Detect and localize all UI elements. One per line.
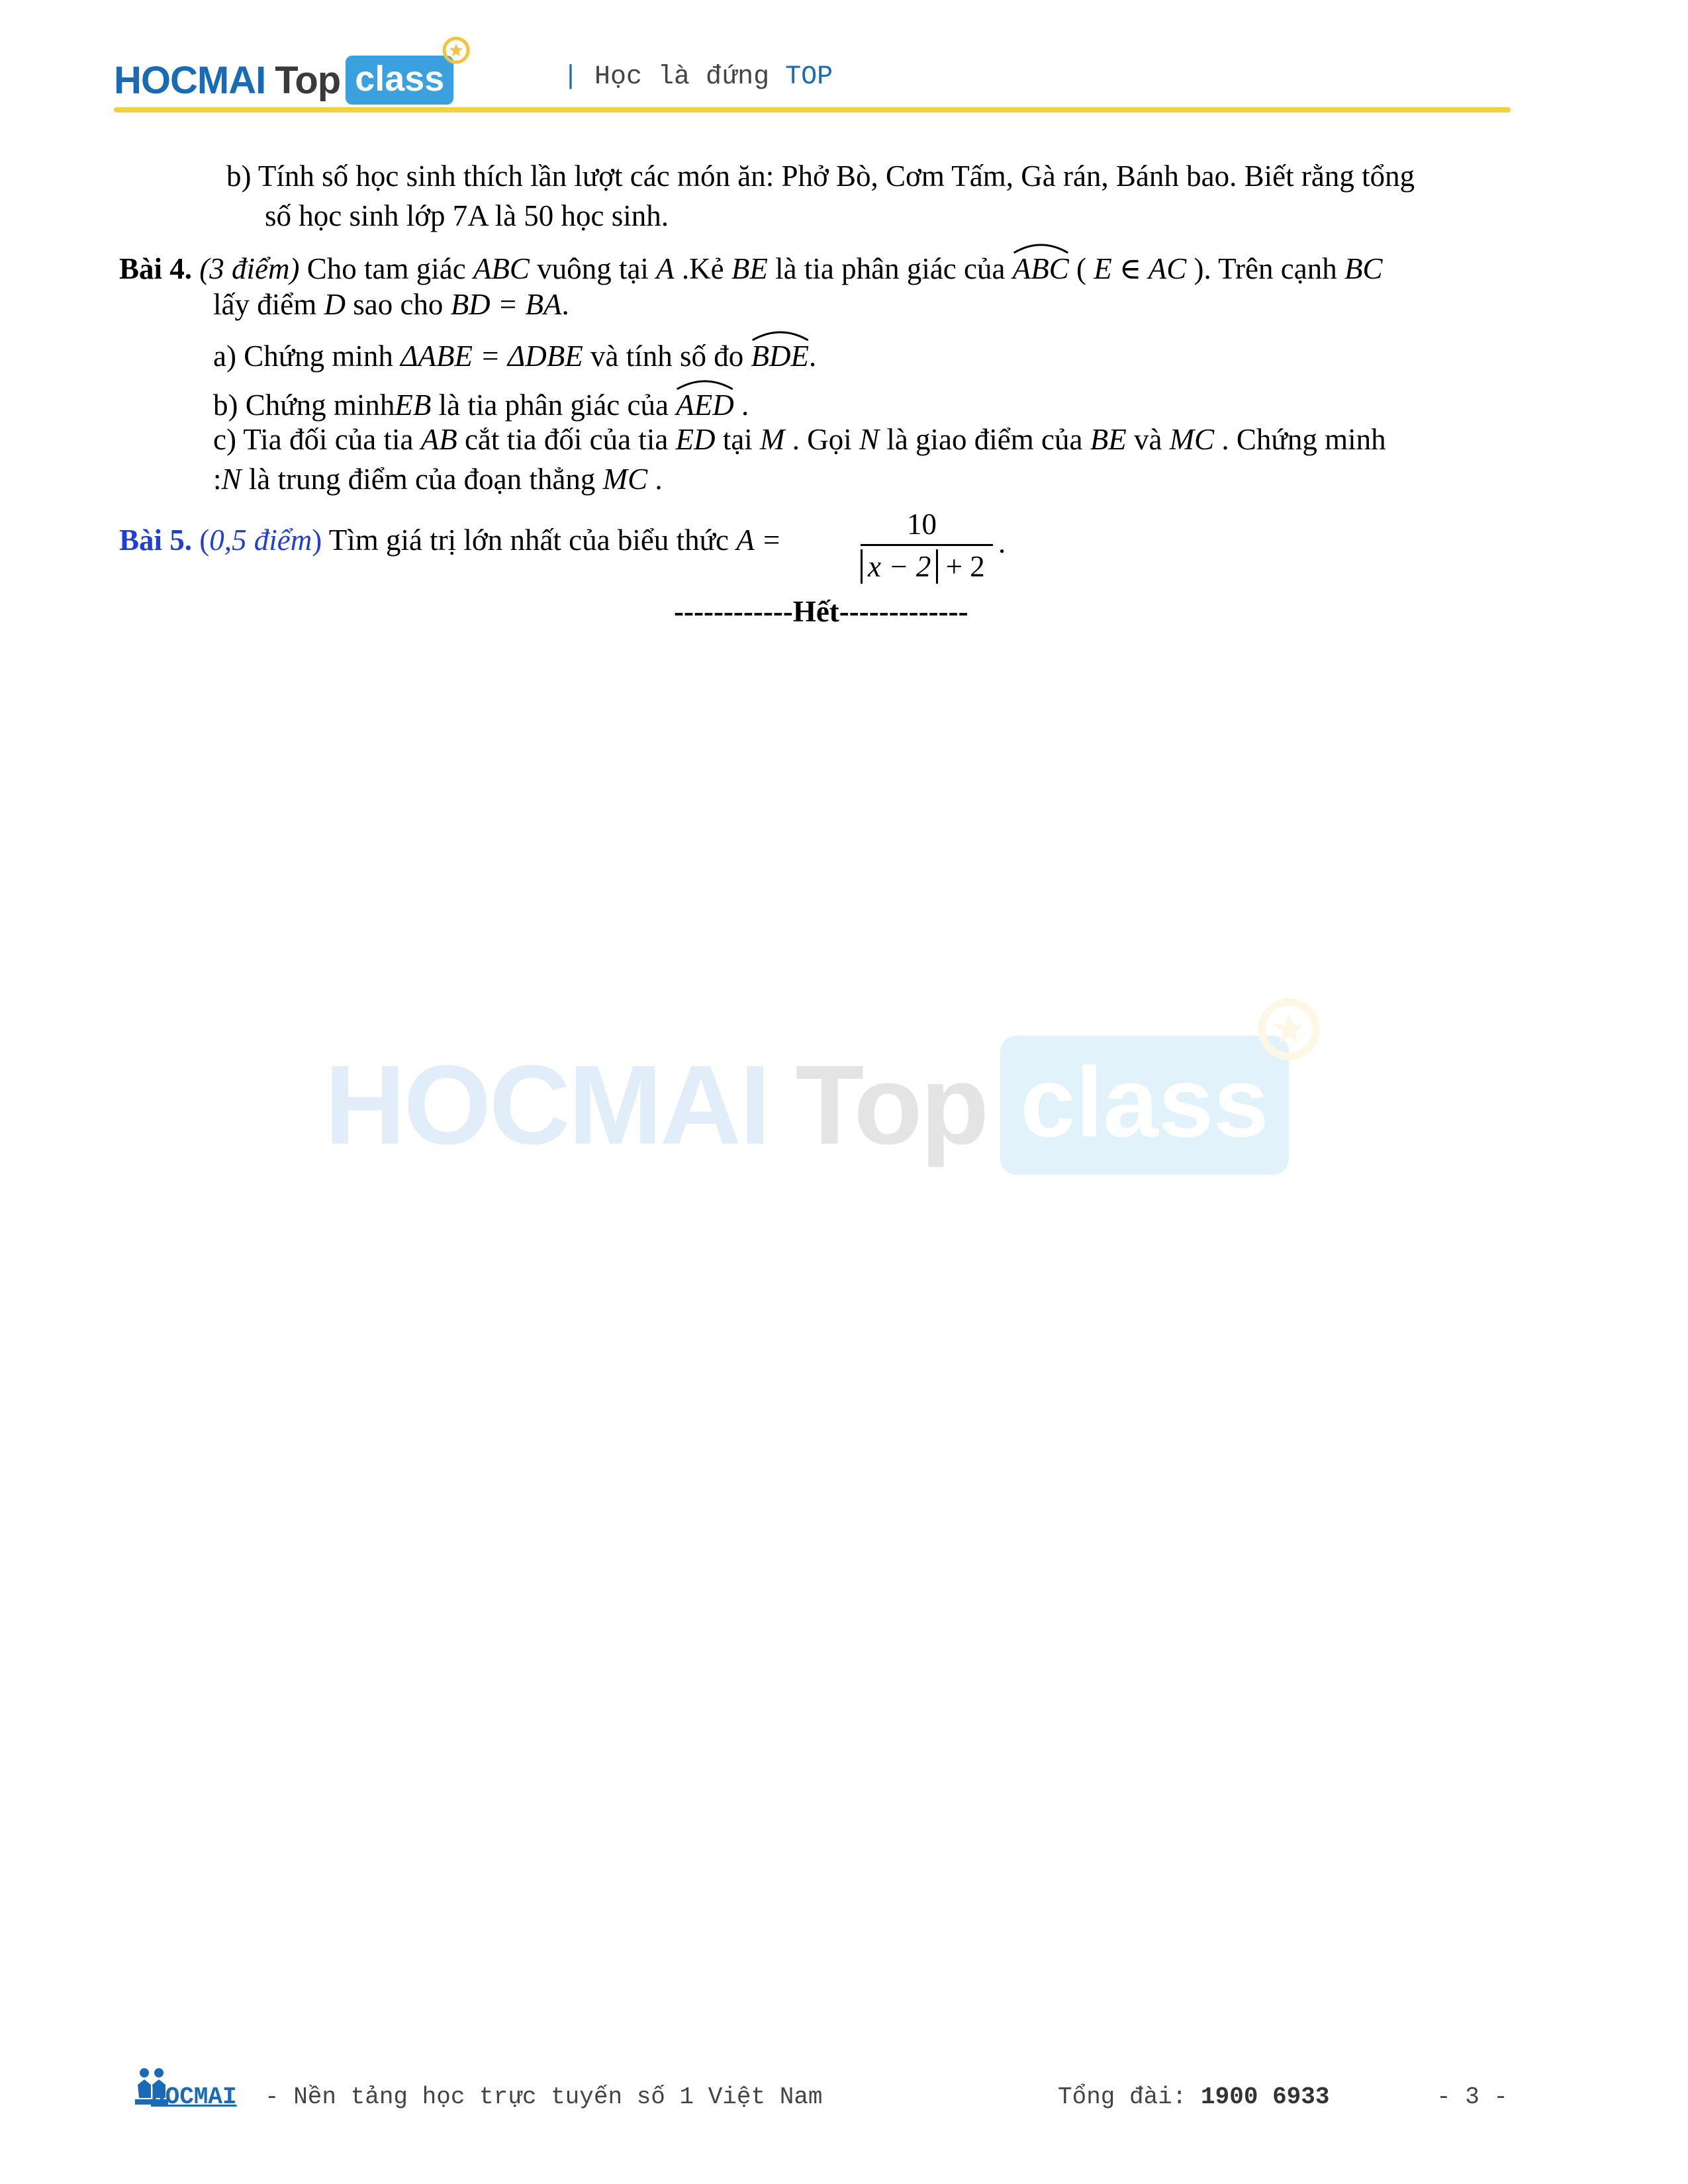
part-a-text: a) Chứng minh [213,340,393,373]
bai3b-text-end: học sinh. [561,199,669,232]
watermark-star-icon [1256,996,1322,1062]
bai4-part-c-line1 [213,420,1386,459]
watermark-class-badge [1000,1036,1288,1175]
angle-abc [1013,245,1069,289]
bai3b-line1: b) Tính số học sinh thích lần lượt các món ăn: Phở Bò, Cơm Tấm, Gà rán, Bánh bao. Biết rằng tổng [226,159,1415,193]
math-bc: BC [1344,252,1383,285]
logo-class-badge [346,56,453,105]
bai4-part-b [213,381,749,425]
bai5-points-paren: ) [312,523,322,557]
math-mc: MC [602,463,648,496]
angle-aed-text: AED [676,388,734,422]
part-c-text: . [655,463,663,496]
bai4-text: sao cho [353,288,444,321]
footer-hotline [1058,2083,1329,2111]
part-c-text: . Gọi [792,423,852,456]
math-abc: ABC [473,252,530,285]
math-a-eq: A = [736,523,782,557]
bai5-points-paren: ( [199,523,210,557]
part-c-text: : [213,463,222,496]
angle-bde-text: BDE [751,340,809,373]
bai4-text: .Kẻ [681,252,724,285]
footer-description: - Nền tảng học trực tuyến số 1 Việt Nam [265,2083,823,2111]
hocmai-topclass-logo [114,50,453,110]
watermark-top: Top [795,1042,988,1168]
bai3b-line2 [265,196,669,236]
math-e-in-ac: E ∈ AC [1094,252,1187,285]
tagline-text: Học là đứng [594,62,770,92]
bai4-line1 [119,245,1382,289]
part-b-text: là tia phân giác của [438,388,669,422]
footer-brand[interactable]: HOCMAI [151,2083,237,2111]
bai5-line [119,520,782,560]
bai5-label: Bài 5. [119,523,193,557]
math-a: A [656,252,675,285]
bai4-text: . [561,288,569,321]
part-c-text: là trung điểm của đoạn thẳng [248,463,596,496]
bai5-dot: . [998,526,1006,559]
bai4-text: ). Trên cạnh [1194,252,1337,285]
part-c-text: là giao điểm của [886,423,1083,456]
math-ab: AB [420,423,457,456]
math-n: N [221,463,242,496]
logo-hocmai-text: HOCMAI [114,58,266,102]
math-bd-eq-ba: BD = BA [450,288,562,321]
watermark-class: class [1020,1046,1269,1158]
bai4-line2 [213,285,569,324]
fraction-numerator: 10 [907,508,937,541]
bai4-text: lấy điểm [213,288,317,321]
bai4-text: vuông tại [537,252,649,285]
watermark-hocmai: HOCMAI [324,1042,769,1168]
bai4-text: là tia phân giác của [775,252,1006,285]
part-c-text: c) Tia đối của tia [213,423,414,456]
math-be: BE [731,252,768,285]
math-be: BE [1090,423,1127,456]
part-c-text: tại [722,423,753,456]
bai4-points: (3 điểm) [199,252,300,285]
part-b-text: b) Chứng minh [213,388,395,422]
angle-bde [751,332,809,376]
bai4-text: ( [1076,252,1086,285]
header-divider [114,107,1511,113]
fraction-bar [861,544,993,546]
part-b-text: . [741,388,749,422]
part-a-text: và tính số đo [590,340,744,373]
end-marker: ------------Hết------------- [674,595,968,628]
math-triangle-equality: ΔABE = ΔDBE [400,340,583,373]
bai3b-number: 50 [524,199,554,232]
tagline-top: TOP [785,62,833,92]
math-n: N [859,423,880,456]
star-badge-icon [442,36,471,65]
page-footer [0,2052,1688,2131]
angle-abc-text: ABC [1012,252,1069,285]
logo-class-text: class [355,59,445,99]
hotline-number: 1900 6933 [1201,2083,1330,2111]
math-eb: EB [395,388,432,422]
part-c-text: . Chứng minh [1221,423,1386,456]
bai4-text: Cho tam giác [306,252,466,285]
tagline-separator: | [563,62,579,92]
page-number: - 3 - [1436,2083,1509,2111]
math-ed: ED [675,423,716,456]
part-c-text: cắt tia đối của tia [464,423,669,456]
bai4-part-a [213,332,816,376]
angle-aed [676,381,733,425]
math-mc: MC [1169,423,1215,456]
denominator-rest: + 2 [945,550,985,583]
abs-value: x − 2 [861,549,938,584]
bai5-text: Tìm giá trị lớn nhất của biểu thức [328,523,729,557]
bai5-points: 0,5 điểm [209,523,312,557]
hotline-label: Tổng đài: [1058,2083,1187,2111]
bai4-label: Bài 4. [119,252,193,285]
header-tagline [563,62,833,92]
watermark-logo [324,1032,1370,1178]
part-a-text: . [808,340,817,373]
page-header [0,0,1688,119]
bai4-part-c-line2 [213,459,663,499]
bai3b-text: số học sinh lớp 7A là [265,199,517,232]
logo-top-text: Top [275,58,341,102]
math-d: D [324,288,346,321]
part-c-text: và [1133,423,1162,456]
bai5-fraction [861,504,993,584]
fraction-denominator [861,547,985,586]
math-m: M [760,423,785,456]
